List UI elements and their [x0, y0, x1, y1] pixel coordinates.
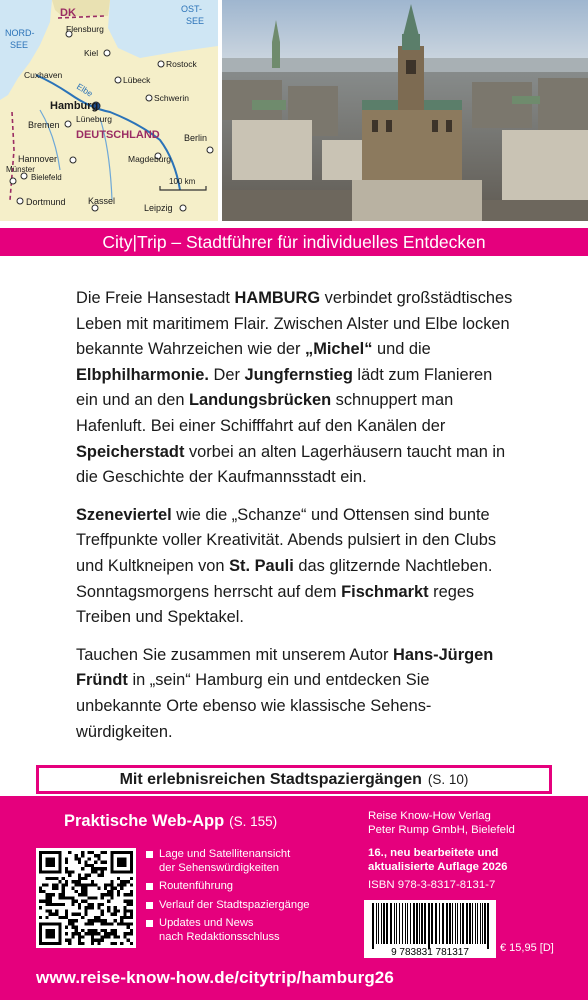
bold-phrase: Elbphilharmonie.	[76, 365, 209, 384]
map-label-dk: DK	[60, 7, 76, 19]
bold-phrase: HAMBURG	[234, 289, 321, 307]
cover-images	[0, 0, 588, 228]
blurb-paragraph-2	[76, 503, 516, 631]
web-app-feature-text: Lage und Satellitenansicht	[159, 848, 291, 860]
city-dot	[146, 95, 152, 101]
map-label-dortmund: Dortmund	[26, 197, 66, 207]
publisher-company: Peter Rump GmbH, Bielefeld	[368, 824, 515, 836]
bullet-square-icon	[146, 902, 153, 909]
web-app-feature-text: Routenführung	[159, 880, 234, 892]
text-run: Die Freie Hansestadt	[76, 289, 235, 307]
blurb-paragraph-3	[76, 643, 516, 745]
edition-line-1: 16., neu bearbeitete und	[368, 847, 499, 859]
map-label-rostock: Rostock	[166, 59, 197, 69]
web-app-feature-text: Verlauf der Stadtspaziergänge	[159, 898, 310, 911]
city-dot	[65, 121, 71, 127]
map-label-scale: 100 km	[169, 177, 196, 186]
map-label-magdeburg: Magdeburg	[128, 154, 172, 164]
bold-phrase: Landungsbrücken	[189, 391, 332, 410]
publisher-name: Reise Know-How Verlag	[368, 810, 491, 822]
city-dot	[104, 50, 110, 56]
bullet-square-icon	[146, 920, 153, 927]
web-app-feature-text: der Sehenswürdigkeiten	[159, 861, 280, 874]
publisher-info	[368, 809, 515, 837]
edition-info	[368, 846, 508, 874]
bold-phrase: „Michel“	[305, 340, 373, 359]
bullet-square-icon	[146, 883, 153, 890]
ean-barcode	[364, 900, 496, 958]
city-dot	[158, 61, 164, 67]
blurb-text	[76, 286, 516, 757]
text-run: Der	[208, 365, 245, 384]
walks-highlight-box	[36, 765, 552, 794]
map-label-bielefeld: Bielefeld	[31, 173, 62, 182]
bullet-square-icon	[146, 851, 153, 858]
map-label-berlin: Berlin	[184, 133, 208, 143]
web-app-feature-item	[146, 880, 346, 894]
map-label-kiel: Kiel	[84, 48, 99, 58]
map-label-ostsee-2: SEE	[186, 16, 205, 26]
map-label-elbe: Elbe	[74, 81, 95, 99]
bold-phrase: Speicherstadt	[76, 442, 185, 461]
text-run: vorbei an alten Lagerhäusern taucht man in die Geschichte der Kaufmannsstadt ein.	[76, 442, 506, 487]
map-graphic	[0, 0, 218, 221]
web-app-heading	[64, 812, 277, 831]
city-dot	[115, 77, 121, 83]
text-run: reges Treiben und Spektakel.	[76, 582, 475, 627]
text-run: verbindet großstädtisches Leben mit maritimem Flair. Zwischen Alster und Elbe locken bekannte Wahrzeichen wie der	[76, 289, 513, 359]
map-label-cuxhaven: Cuxhaven	[24, 70, 63, 80]
web-app-feature-item	[146, 848, 346, 875]
map-label-schwerin: Schwerin	[154, 93, 189, 103]
barcode-graphic	[364, 900, 496, 958]
isbn-number: ISBN 978-3-8317-8131-7	[368, 879, 496, 891]
walks-highlight-page: (S. 10)	[427, 772, 469, 787]
city-dot	[17, 198, 23, 204]
web-app-page: (S. 155)	[229, 814, 278, 829]
location-map	[0, 0, 218, 221]
map-label-muenster: Münster	[6, 165, 35, 174]
map-label-luebeck: Lübeck	[123, 75, 151, 85]
web-app-title: Praktische Web-App	[64, 812, 225, 830]
city-dot	[10, 178, 16, 184]
bold-phrase: Jungfernstieg	[244, 365, 353, 384]
series-banner	[0, 228, 588, 256]
back-cover-footer	[0, 796, 588, 1000]
blurb-paragraph-1	[76, 286, 516, 491]
barcode-number: 9 783831 781317	[391, 947, 469, 958]
city-dot	[180, 205, 186, 211]
web-app-feature-item	[146, 899, 346, 913]
map-label-ostsee: OST-	[181, 4, 203, 14]
city-dot	[207, 147, 213, 153]
text-run: und die	[372, 340, 431, 359]
map-label-hannover: Hannover	[18, 154, 58, 164]
map-label-leipzig: Leipzig	[144, 203, 173, 213]
qr-code-graphic	[39, 851, 133, 945]
map-label-flensburg: Flensburg	[66, 24, 104, 34]
map-label-bremen: Bremen	[28, 120, 60, 130]
series-banner-text: City|Trip – Stadtführer für individuelles Entdecken	[102, 231, 486, 252]
map-label-deutschland: DEUTSCHLAND	[76, 129, 160, 141]
web-app-feature-list	[146, 848, 346, 949]
map-label-lueneburg: Lüneburg	[76, 114, 112, 124]
text-run: in „sein“ Hamburg ein und entdecken Sie unbekannte Orte ebenso wie klassische Sehenswürdigkeiten.	[76, 671, 432, 741]
map-label-kassel: Kassel	[88, 196, 116, 206]
city-dot	[70, 157, 76, 163]
walks-highlight-title: Mit erlebnisreichen Stadtspaziergängen	[119, 770, 422, 788]
text-run: schnuppert man Hafenluft. Bei einer Schifffahrt auf den Kanälen der	[76, 391, 454, 435]
web-app-feature-text: Updates und News	[159, 917, 254, 929]
map-label-nordsee-2: SEE	[10, 40, 29, 50]
web-app-feature-text: nach Redaktionsschluss	[159, 930, 280, 943]
text-run: wie die „Schanze“ und Ottensen sind bunte Treffpunkte voller Kreativität. Abends pulsiert in den Clubs und Kultkneipen von	[76, 505, 497, 575]
web-app-feature-item	[146, 917, 346, 944]
text-run: das glitzernde Nachtleben. Sonntagsmorgens herrscht auf dem	[76, 556, 493, 601]
map-label-nordsee: NORD-	[5, 28, 35, 38]
text-run: lädt zum Flanieren ein und an den	[76, 365, 493, 410]
edition-line-2: aktualisierte Auflage 2026	[368, 861, 508, 873]
map-label-hamburg: Hamburg	[50, 100, 99, 112]
bold-phrase: Fischmarkt	[341, 582, 429, 601]
price: € 15,95 [D]	[500, 942, 554, 954]
city-photo-graphic	[222, 0, 588, 221]
bold-phrase: Szeneviertel	[76, 505, 172, 524]
qr-code[interactable]	[36, 848, 136, 948]
bold-phrase: Hans-Jürgen Fründt	[76, 645, 494, 690]
bold-phrase: St. Pauli	[229, 556, 294, 575]
website-url[interactable]: www.reise-know-how.de/citytrip/hamburg26	[36, 968, 394, 987]
hamburg-city-photo	[222, 0, 588, 221]
text-run: Tauchen Sie zusammen mit unserem Autor	[76, 645, 394, 664]
